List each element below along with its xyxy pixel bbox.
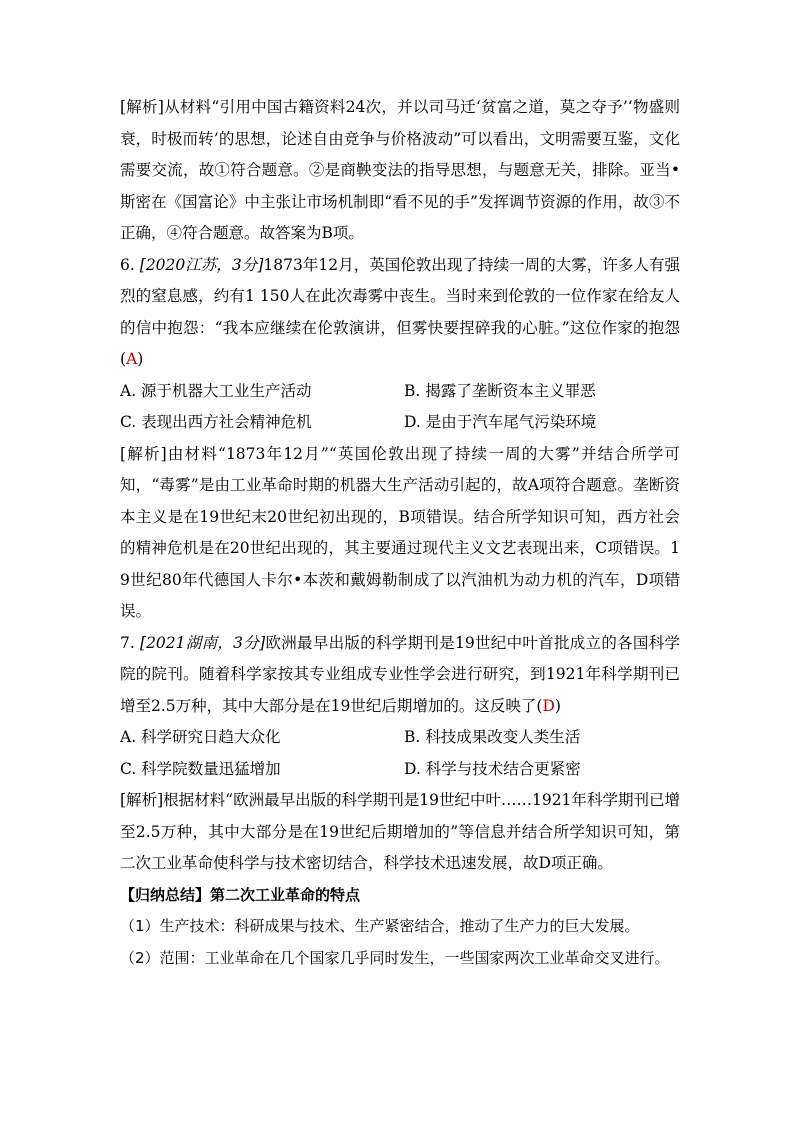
question-6-source: [2020江苏，3分] bbox=[139, 255, 264, 274]
question-6-answer: A bbox=[126, 350, 138, 368]
summary-title: 【归纳总结】第二次工业革命的特点 bbox=[120, 885, 361, 904]
question-6-text: 1873年12月，英国伦敦出现了持续一周的大雾，许多人有强烈的窒息感，约有1 150人在此次毒雾中丧生。当时来到伦敦的一位作家在给友人的信中抱怨：“我本应继续在伦敦演讲，但雾快要捏碎我的心脏。”这位作家的抱怨( bbox=[120, 255, 680, 368]
question-5-analysis: [解析]从材料“引用中国古籍资料24次，并以司马迁‘贫富之道，莫之夺予’‘物盛则衰，时极而转’的思想，论述自由竞争与价格波动”可以看出，文明需要互鉴，文化需要交流，故①符合题意。②是商鞅变法的指导思想，与题意无关，排除。亚当•斯密在《国富论》中主张让市场机制即“看不见的手”发挥调节资源的作用，故③不正确，④符合题意。故答案为B项。 bbox=[120, 98, 680, 242]
question-7-analysis: [解析]根据材料“欧洲最早出版的科学期刊是19世纪中叶……1921年科学期刊已增至2.5万种，其中大部分是在19世纪后期增加的”等信息并结合所学知识可知，第二次工业革命使科学与技术密切结合，科学技术迅速发展，故D项正确。 bbox=[120, 791, 680, 872]
question-6-analysis: [解析]由材料“1873年12月”“英国伦敦出现了持续一周的大雾”并结合所学可知，“毒雾”是由工业革命时期的机器大生产活动引起的，故A项符合题意。垄断资本主义是在19世纪末20世纪初出现的，B项错误。结合所学知识可知，西方社会的精神危机是在20世纪出现的，其主要通过现代主义文艺表现出来，C项错误。19世纪80年代德国人卡尔•本茨和戴姆勒制成了以汽油机为动力机的汽车，D项错误。 bbox=[120, 444, 680, 620]
question-7-answer: D bbox=[542, 696, 555, 715]
question-7-number: 7. bbox=[120, 633, 135, 652]
question-6-option-b: B. 揭露了垄断资本主义罪恶 bbox=[404, 381, 596, 400]
question-7-option-d: D. 科学与技术结合更紧密 bbox=[404, 759, 581, 778]
question-7-option-c: C. 科学院数量迅猛增加 bbox=[120, 759, 281, 778]
question-7-text: 欧洲最早出版的科学期刊是19世纪中叶首批成立的各国科学院的院刊。随着科学家按其专业组成专业性学会进行研究，到1921年科学期刊已增至2.5万种，其中大部分是在19世纪后期增加的。这反映了( bbox=[120, 633, 680, 715]
question-6-stem bbox=[120, 250, 680, 376]
question-6-paren-close: ) bbox=[137, 350, 144, 368]
question-6-option-d: D. 是由于汽车尾气污染环境 bbox=[404, 413, 597, 431]
question-7-options bbox=[120, 722, 680, 785]
document-page bbox=[120, 92, 680, 974]
question-6-option-a: A. 源于机器大工业生产活动 bbox=[120, 381, 312, 400]
summary-item-1: （1）生产技术：科研成果与技术、生产紧密结合，推动了生产力的巨大发展。 bbox=[120, 917, 640, 935]
summary-item-2: （2）范围：工业革命在几个国家几乎同时发生，一些国家两次工业革命交叉进行。 bbox=[120, 948, 670, 967]
question-7-option-a: A. 科学研究日趋大众化 bbox=[120, 728, 281, 746]
question-7-paren-close: ) bbox=[554, 696, 561, 715]
question-6-options bbox=[120, 376, 680, 439]
question-7-source: [2021湖南，3分] bbox=[140, 633, 266, 652]
question-7-option-b: B. 科技成果改变人类生活 bbox=[404, 728, 581, 746]
question-6-option-c: C. 表现出西方社会精神危机 bbox=[120, 413, 312, 431]
question-7-stem bbox=[120, 628, 680, 723]
question-6-number: 6. bbox=[120, 255, 135, 274]
